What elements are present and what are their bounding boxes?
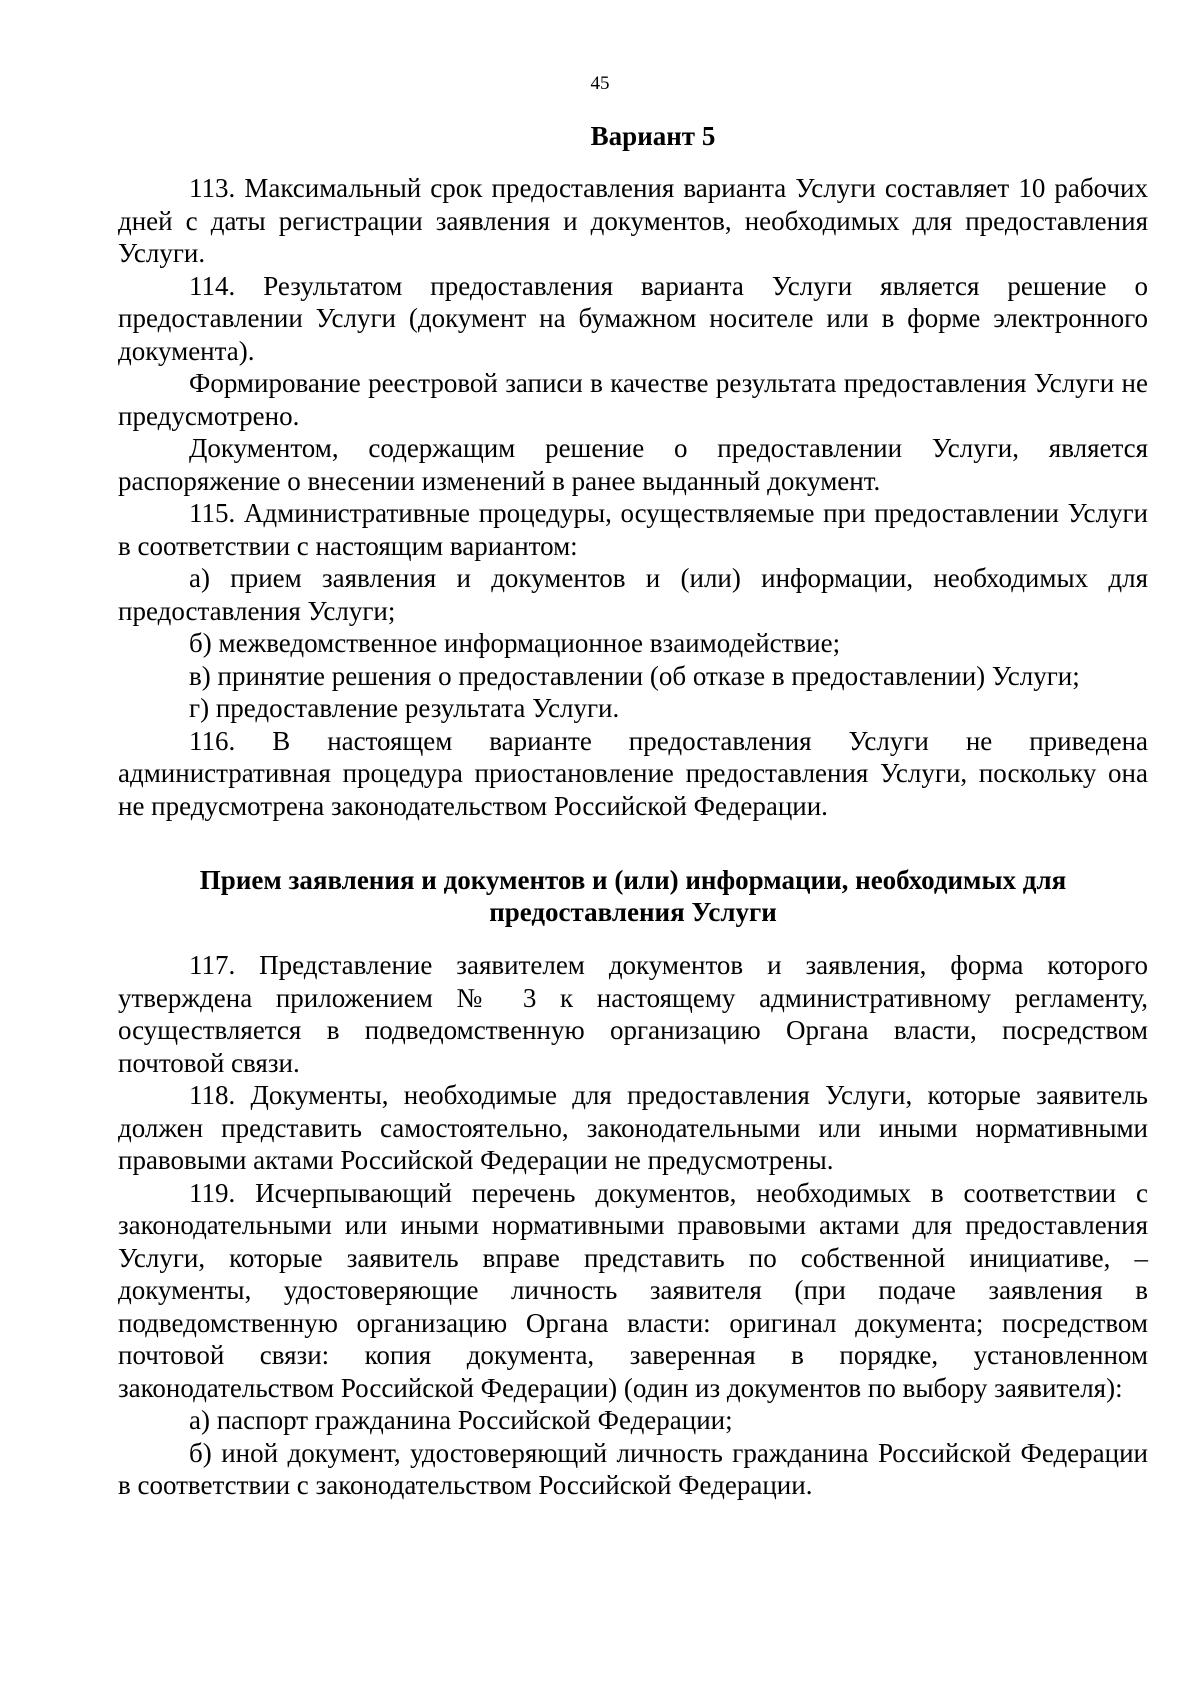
list-item-a: а) прием заявления и документов и (или) информации, необходимых для предоставления Услуги; xyxy=(118,563,1148,626)
list-item-g: г) предоставление результата Услуги. xyxy=(189,693,620,723)
paragraph-decision-document: Документом, содержащим решение о предоставлении Услуги, является распоряжение о внесении изменений в ранее выданный документ. xyxy=(118,433,1148,496)
paragraph-116: 116. В настоящем варианте предоставления Услуги не приведена административная процедура приостановление предоставления Услуги, поскольку она не предусмотрена законодательством Российской Федерации. xyxy=(118,725,1148,821)
list-item-v: в) принятие решения о предоставлении (об отказе в предоставлении) Услуги; xyxy=(189,660,1080,691)
page-number: 45 xyxy=(590,73,610,94)
document-body xyxy=(118,120,1148,1502)
paragraph-115: 115. Административные процедуры, осуществляемые при предоставлении Услуги в соответствии с настоящим вариантом: xyxy=(118,498,1148,561)
paragraph-118: 118. Документы, необходимые для предоставления Услуги, которые заявитель должен представить самостоятельно, законодательными или иными нормативными правовыми актами Российской Федерации не предусмотрены. xyxy=(118,1080,1148,1175)
paragraph-registry-record: Формирование реестровой записи в качестве результата предоставления Услуги не предусмотрено. xyxy=(118,368,1148,431)
list-item-b: б) межведомственное информационное взаимодействие; xyxy=(189,628,841,658)
paragraph-114: 114. Результатом предоставления варианта Услуги является решение о предоставлении Услуги (документ на бумажном носителе или в форме электронного документа). xyxy=(118,270,1148,366)
variant-heading: Вариант 5 xyxy=(590,121,716,151)
paragraph-113: 113. Максимальный срок предоставления варианта Услуги составляет 10 рабочих дней с даты регистрации заявления и документов, необходимых для предоставления Услуги. xyxy=(118,173,1148,268)
section-heading: Прием заявления и документов и (или) информации, необходимых для предоставления Услуги xyxy=(199,865,1067,927)
paragraph-119: 119. Исчерпывающий перечень документов, необходимых в соответствии с законодательными или иными нормативными правовыми актами для предоставления Услуги, которые заявитель вправе представить по собственной инициативе, – документы, удостоверяющие личность заявителя (при подаче заявления в подведомственную организацию Органа власти: оригинал документа; посредством почтовой связи: копия документа, заверенная в порядке, установленном законодательством Российской Федерации) (один из документов по выбору заявителя): xyxy=(118,1177,1148,1403)
list-item-other-document: б) иной документ, удостоверяющий личность гражданина Российской Федерации в соответствии с законодательством Российской Федерации. xyxy=(118,1437,1148,1500)
paragraph-117: 117. Представление заявителем документов и заявления, форма которого утверждена приложением № 3 к настоящему административному регламенту, осуществляется в подведомственную организацию Органа власти, посредством почтовой связи. xyxy=(118,950,1148,1078)
list-item-passport: а) паспорт гражданина Российской Федерации; xyxy=(189,1405,733,1435)
